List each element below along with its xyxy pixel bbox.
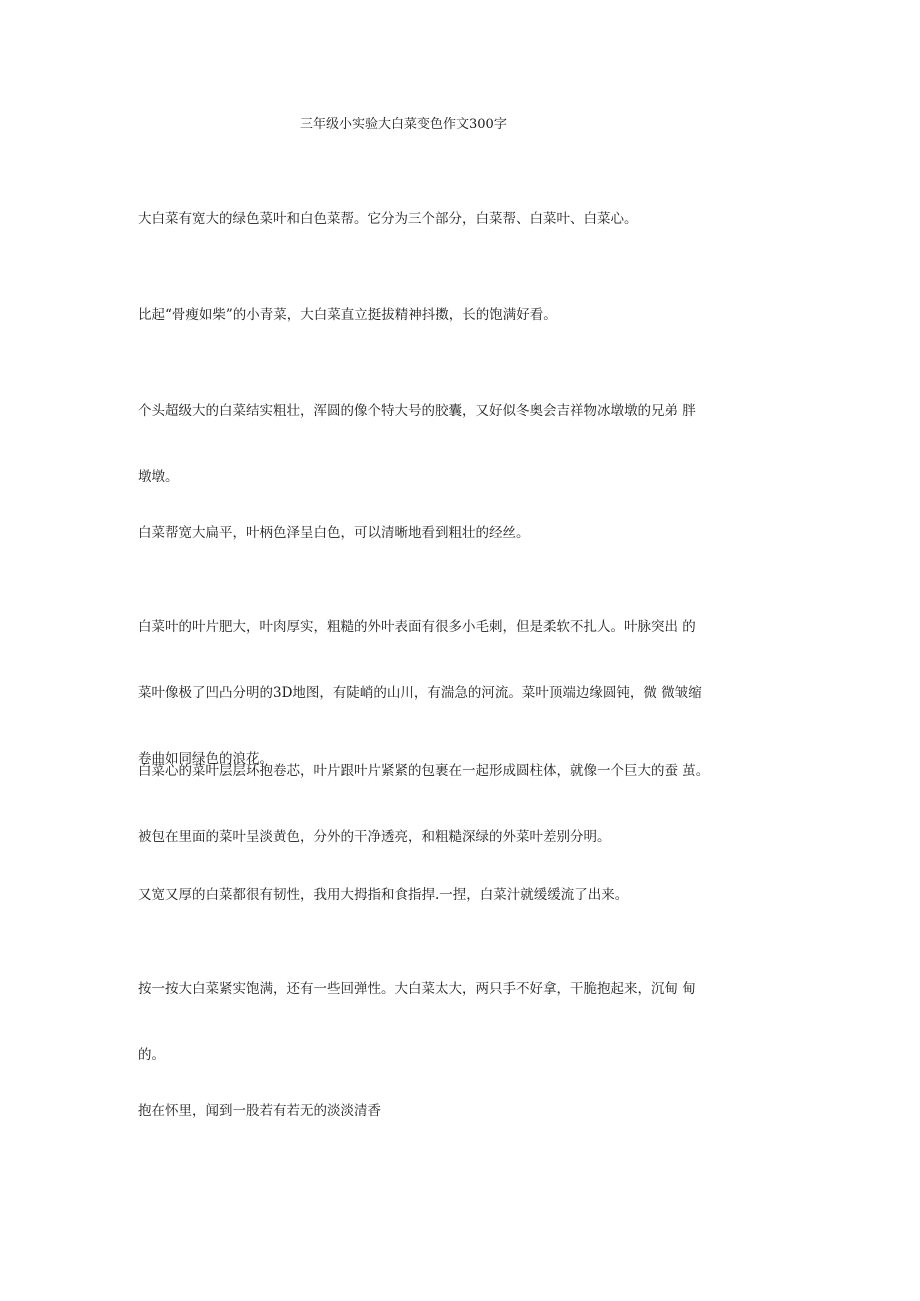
paragraph-line: 白菜叶的叶片肥大，叶肉厚实，粗糙的外叶表面有很多小毛刺，但是柔软不扎人。叶脉突出 的: [138, 619, 696, 635]
paragraph-line: 菜叶像极了凹凸分明的3D地图，有陡峭的山川，有湍急的河流。菜叶顶端边缘圆钝，微 微皱缩: [138, 685, 702, 701]
paragraph-1: [138, 164, 790, 274]
paragraph-line: 被包在里面的菜叶呈淡黄色，分外的干净透亮，和粗糙深绿的外菜叶差别分明。: [138, 829, 611, 845]
paragraph-2: [138, 260, 790, 370]
paragraph-line: 个头超级大的白菜结实粗壮，浑圆的像个特大号的胶囊，又好似冬奥会吉祥物冰墩墩的兄弟 胖: [138, 403, 696, 419]
paragraph-line: 白菜心的菜叶层层环抱卷芯，叶片跟叶片紧紧的包裹在一起形成圆柱体，就像一个巨大的蚕 茧。: [138, 763, 710, 779]
document-title: 三年级小实验大白菜变色作文300字: [300, 117, 507, 132]
paragraph-9: [138, 1056, 790, 1166]
paragraph-line: 大白菜有宽大的绿色菜叶和白色菜帮。它分为三个部分，白菜帮、白菜叶、白菜心。: [138, 211, 638, 227]
paragraph-line: 白菜帮宽大扁平，叶柄色泽呈白色，可以清晰地看到粗壮的经丝。: [138, 525, 530, 541]
paragraph-line: 卷曲如同绿色的浪花。: [138, 751, 273, 767]
paragraph-line: 抱在怀里，闻到一股若有若无的淡淡清香: [138, 1103, 381, 1119]
paragraph-line: 又宽又厚的白菜都很有韧性，我用大拇指和食指捍.一捏，白菜汁就缓缓流了出来。: [138, 887, 629, 903]
paragraph-line: 墩墩。: [138, 469, 179, 485]
paragraph-line: 的。: [138, 1047, 165, 1063]
paragraph-line: 比起“骨瘦如柴”的小青菜，大白菜直立挺拔精神抖擞，长的饱满好看。: [138, 307, 557, 323]
paragraph-line: 按一按大白菜紧实饱满，还有一些回弹性。大白菜太大，两只手不好拿，干脆抱起来，沉甸 甸: [138, 981, 696, 997]
